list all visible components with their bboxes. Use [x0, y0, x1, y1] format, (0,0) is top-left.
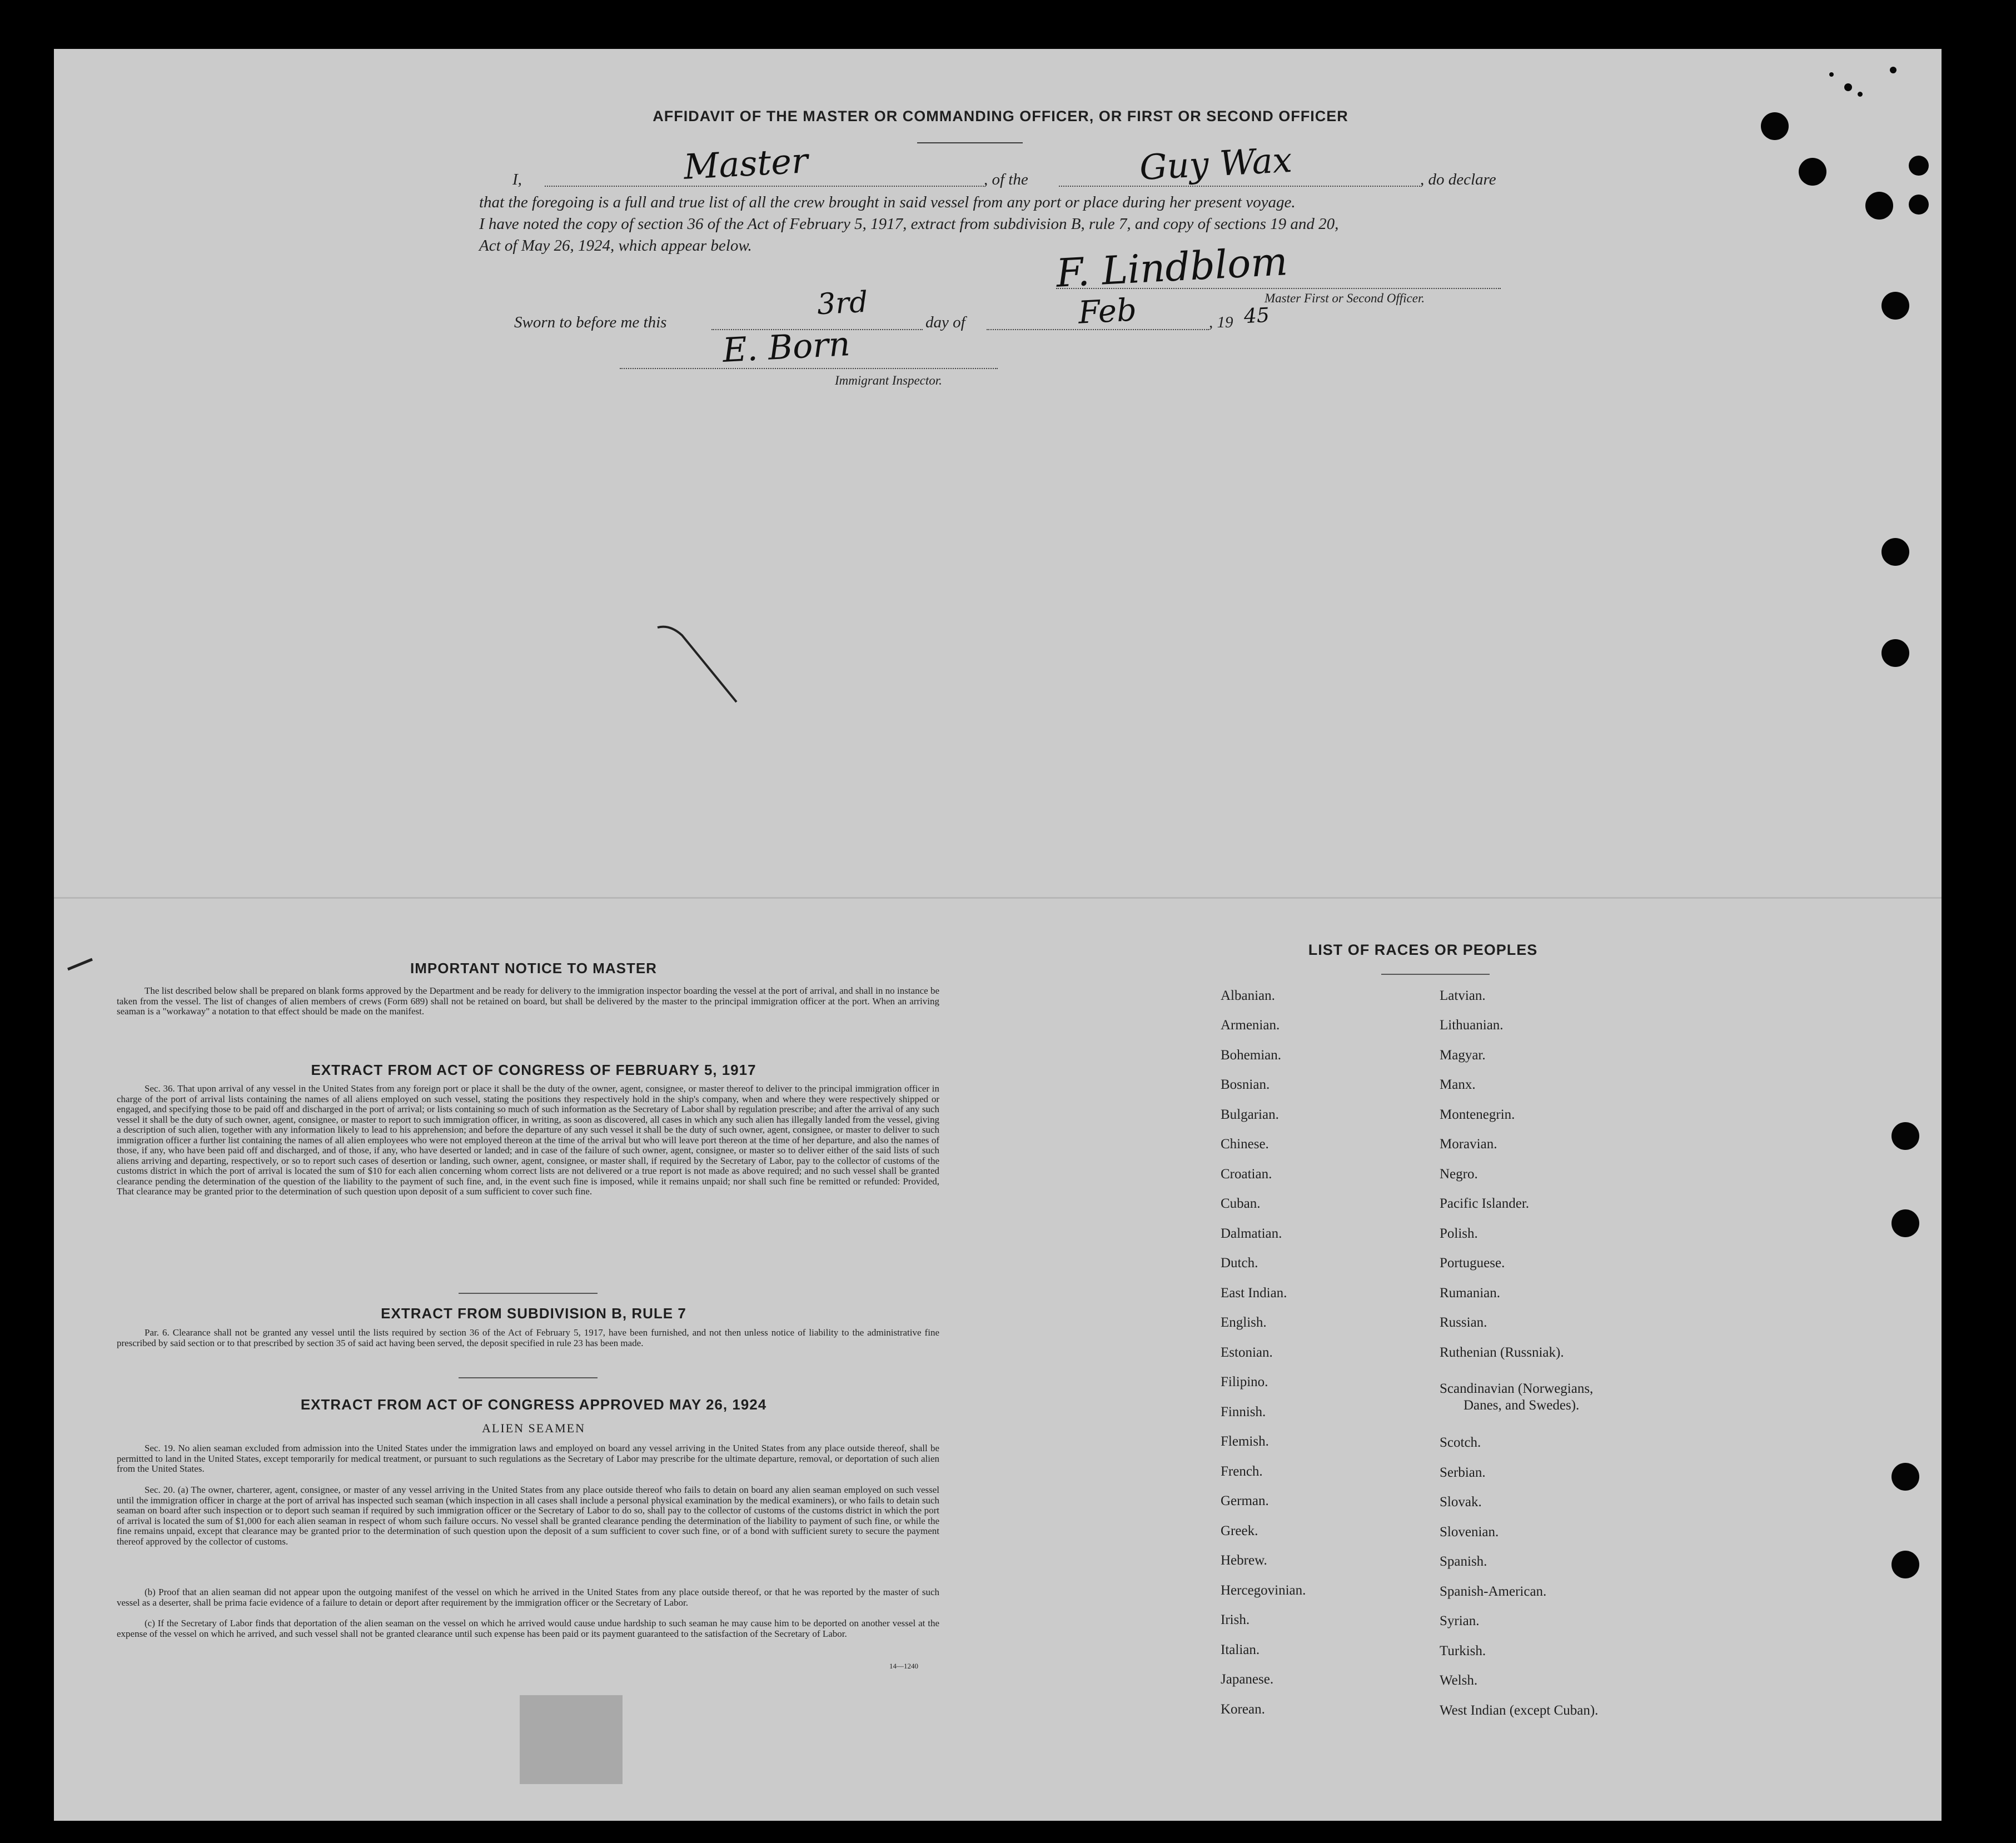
race-item: Armenian.	[1221, 1018, 1280, 1033]
race-item: Welsh.	[1440, 1673, 1478, 1688]
officer-caption: Master First or Second Officer.	[1265, 291, 1425, 305]
alien-seamen-subtitle: ALIEN SEAMEN	[482, 1421, 585, 1435]
race-item: Albanian.	[1221, 988, 1275, 1003]
of-the-label: , of the	[984, 171, 1028, 188]
section-rule	[459, 1293, 598, 1294]
notice-body: The list described below shall be prepared on blank forms approved by the Department and be ready for delivery to the immigration inspector boarding the vessel at the port of arrival, and shall in no instance be taken from the vessel. The list of changes of alien members of crews (Form 689) shall not be retained on board, but shall be delivered by the master to the principal immigration officer at the port. When an arriving seaman is a "workaway" a notation to that effect should be made on the manifest.	[117, 985, 939, 1017]
do-declare-label: , do declare	[1420, 171, 1496, 188]
races-title-rule	[1381, 974, 1490, 975]
year-handwriting: 45	[1243, 303, 1270, 328]
binder-hole-icon	[1881, 538, 1909, 566]
race-item: Scotch.	[1440, 1435, 1481, 1450]
race-item: German.	[1221, 1493, 1269, 1508]
binder-hole-icon	[1799, 158, 1826, 186]
race-item: Turkish.	[1440, 1643, 1486, 1658]
affidavit-line-4: Act of May 26, 1924, which appear below.	[479, 237, 752, 255]
binder-hole-icon	[1891, 1122, 1919, 1150]
race-item: Hebrew.	[1221, 1553, 1267, 1568]
year-prefix: , 19	[1209, 313, 1233, 331]
notice-title: IMPORTANT NOTICE TO MASTER	[410, 960, 657, 977]
race-item: Flemish.	[1221, 1434, 1269, 1449]
tape-stamp	[520, 1695, 623, 1784]
declarant-prefix: I,	[512, 171, 522, 188]
stray-pen-mark	[653, 620, 742, 709]
race-item: Italian.	[1221, 1642, 1260, 1657]
race-item: Spanish-American.	[1440, 1584, 1547, 1599]
race-item: Slovenian.	[1440, 1525, 1499, 1540]
race-item: Finnish.	[1221, 1404, 1266, 1419]
race-item: Bohemian.	[1221, 1048, 1282, 1063]
race-item: Croatian.	[1221, 1167, 1272, 1182]
race-item: Pacific Islander.	[1440, 1196, 1530, 1211]
binder-hole-icon	[1881, 292, 1909, 320]
race-item: Cuban.	[1221, 1196, 1261, 1211]
race-item: English.	[1221, 1315, 1267, 1330]
inspector-caption: Immigrant Inspector.	[835, 373, 942, 387]
race-item: Bulgarian.	[1221, 1107, 1279, 1122]
master-name-handwriting: Master	[683, 140, 809, 187]
races-title: LIST OF RACES OR PEOPLES	[1308, 942, 1538, 958]
race-item: Russian.	[1440, 1315, 1487, 1330]
vessel-name-handwriting: Guy Wax	[1138, 139, 1293, 188]
sec20c-body: (c) If the Secretary of Labor finds that deportation of the alien seaman on the vessel on which he arrived would cause undue hardship to such seaman he may cause him to be deported on another vessel at the expense of the vessel on which he arrived, and such vessel shall not be granted clearance until such expense has been paid or its payment guaranteed to the satisfaction of the Secretary of Labor.	[117, 1618, 939, 1639]
manifest-page	[54, 49, 1942, 1821]
rule7-title: EXTRACT FROM SUBDIVISION B, RULE 7	[381, 1305, 686, 1322]
race-item: Lithuanian.	[1440, 1018, 1504, 1033]
race-item: Dutch.	[1221, 1256, 1258, 1271]
ink-spot	[1858, 92, 1863, 97]
page-fold-line	[54, 897, 1942, 899]
sec19-body: Sec. 19. No alien seaman excluded from admission into the United States under the immigration laws and employed on board any vessel arriving in the United States from any place outside thereof, shall be permitted to land in the United States, except temporarily for medical treatment, or pursuant to such regulations as the Secretary of Labor may prescribe for the ultimate departure, removal, or deportation of such alien from the United States.	[117, 1443, 939, 1474]
ink-spot	[1829, 72, 1834, 77]
form-number: 14—1240	[889, 1662, 918, 1670]
binder-hole-icon	[1891, 1551, 1919, 1578]
ink-spot	[1890, 67, 1896, 73]
rule7-body: Par. 6. Clearance shall not be granted any vessel until the lists required by section 36 of the Act of February 5, 1917, have been furnished, and not then unless notice of liability to the administrative fine prescribed by said section or to that prescribed by section 35 of said act having been served, the deposit specified in rule 23 has been made.	[117, 1327, 939, 1348]
month-handwriting: Feb	[1077, 292, 1138, 331]
race-item: Bosnian.	[1221, 1077, 1270, 1092]
affidavit-title: AFFIDAVIT OF THE MASTER OR COMMANDING OFFICER, OR FIRST OR SECOND OFFICER	[653, 108, 1348, 124]
binder-hole-icon	[1909, 156, 1929, 176]
stray-pen-mark	[66, 956, 99, 973]
race-item: Spanish.	[1440, 1554, 1487, 1569]
race-item: Manx.	[1440, 1077, 1476, 1092]
race-item: Greek.	[1221, 1523, 1258, 1538]
race-item: Irish.	[1221, 1612, 1250, 1627]
race-item: Syrian.	[1440, 1613, 1480, 1628]
race-item: Japanese.	[1221, 1672, 1274, 1687]
race-item: Montenegrin.	[1440, 1107, 1515, 1122]
race-item: Magyar.	[1440, 1048, 1486, 1063]
race-item: Portuguese.	[1440, 1256, 1505, 1271]
race-item: Scandinavian (Norwegians,	[1440, 1381, 1594, 1396]
sec20a-body: Sec. 20. (a) The owner, charterer, agent, consignee, or master of any vessel arriving in the United States from any place outside thereof who fails to detain on board any alien seaman employed on such vessel until the immigration officer in charge at the port of arrival has inspected such seaman (which inspection in all cases shall include a personal physical examination by the medical examiners), or who fails to detain such seaman on board after such inspection or to deport such seaman if required by such immigration officer or the Secretary of Labor to do so, shall pay to the collector of customs of the customs district in which the port of arrival is located the sum of $1,000 for each alien seaman in respect of whom such failure occurs. No vessel shall be granted clearance pending the determination of the liability to payment of such fine, or while the fine remains unpaid, except that clearance may be granted prior to the determination of such question upon the deposit of a sum sufficient to cover such fine, or of a bond with sufficient surety to secure the payment thereof approved by the collector of customs.	[117, 1485, 939, 1547]
vessel-line	[1059, 186, 1420, 187]
extract-1917-title: EXTRACT FROM ACT OF CONGRESS OF FEBRUARY 5, 1917	[311, 1062, 756, 1078]
day-handwriting: 3rd	[816, 285, 869, 322]
binder-hole-icon	[1909, 195, 1929, 215]
race-item: Ruthenian (Russniak).	[1440, 1345, 1564, 1360]
binder-hole-icon	[1761, 112, 1789, 140]
binder-hole-icon	[1891, 1463, 1919, 1491]
race-item: French.	[1221, 1464, 1263, 1479]
race-item: Estonian.	[1221, 1345, 1273, 1360]
race-item: Chinese.	[1221, 1137, 1269, 1152]
race-item: Moravian.	[1440, 1137, 1497, 1152]
title-rule	[917, 142, 1023, 143]
race-item: Latvian.	[1440, 988, 1486, 1003]
inspector-signature-line	[620, 368, 998, 369]
inspector-signature-handwriting: E. Born	[721, 325, 852, 370]
race-item: Filipino.	[1221, 1374, 1268, 1389]
race-item: Polish.	[1440, 1226, 1478, 1241]
race-item: Hercegovinian.	[1221, 1583, 1306, 1598]
race-item: Serbian.	[1440, 1465, 1486, 1480]
race-item: Negro.	[1440, 1167, 1478, 1182]
binder-hole-icon	[1881, 639, 1909, 667]
binder-hole-icon	[1865, 192, 1893, 220]
extract-1924-title: EXTRACT FROM ACT OF CONGRESS APPROVED MAY 26, 1924	[300, 1396, 767, 1413]
affidavit-line-3: I have noted the copy of section 36 of the Act of February 5, 1917, extract from subdivision B, rule 7, and copy of sections 19 and 20,	[479, 215, 1339, 233]
race-item: Korean.	[1221, 1702, 1265, 1717]
race-item: Danes, and Swedes).	[1464, 1398, 1580, 1413]
extract-1917-body: Sec. 36. That upon arrival of any vessel in the United States from any foreign port or place it shall be the duty of the owner, agent, consignee, or master thereof to deliver to the principal immigration officer in charge of the port of arrival lists containing the names of all aliens employed on such vessel, stating the positions they respectively hold in the ship's company, when and where they were respectively shipped or engaged, and specifying those to be paid off and discharged in the port of arrival; or lists containing so much of such information as the Secretary of Labor shall by regulation prescribe; and after the arrival of any such vessel it shall be the duty of such owner, agent, consignee, or master to report to such immigration officer, in writing, as soon as discovered, all cases in which any such alien has illegally landed from the vessel, giving a description of such alien, together with any information likely to lead to his apprehension; and before the departure of any such vessel it shall be the duty of such owner, agent, consignee, or master to deliver to such immigration officer a further list containing the names of all alien employees who were not employed thereon at the time of the arrival but who will leave port thereon at the time of her departure, and also the names of those, if any, who have been paid off and discharged, and of those, if any, who have deserted or landed; and in case of the failure of such owner, agent, consignee, or master so to deliver either of the said lists of such aliens arriving and departing, respectively, or so to report such cases of desertion or landing, such owner, agent, consignee, or master shall, if required by the Secretary of Labor, pay to the collector of customs of the customs district in which the port of arrival is located the sum of $10 for each alien concerning whom correct lists are not delivered or a true report is not made as above required; and no such vessel shall be granted clearance pending the determination of the question of the liability to the payment of such fine, and, in the event such fine is imposed, while it remains unpaid; nor shall such fine be remitted or refunded: Provided, That clearance may be granted prior to the determination of such question upon deposit of a sum sufficient to cover such fine.	[117, 1083, 939, 1197]
section-rule	[459, 1377, 598, 1378]
day-of-label: day of	[925, 313, 965, 331]
race-item: Rumanian.	[1440, 1286, 1501, 1301]
race-item: East Indian.	[1221, 1286, 1287, 1301]
sworn-label: Sworn to before me this	[514, 313, 667, 331]
binder-hole-icon	[1891, 1209, 1919, 1237]
race-item: Slovak.	[1440, 1495, 1482, 1510]
affidavit-line-2: that the foregoing is a full and true list of all the crew brought in said vessel from any port or place during her present voyage.	[479, 193, 1296, 211]
race-item: West Indian (except Cuban).	[1440, 1703, 1599, 1718]
officer-signature-handwriting: F. Lindblom	[1055, 238, 1289, 296]
race-item: Dalmatian.	[1221, 1226, 1282, 1241]
sec20b-body: (b) Proof that an alien seaman did not appear upon the outgoing manifest of the vessel on which he arrived in the United States from any place outside thereof, or that he was reported by the master of such vessel as a deserter, shall be prima facie evidence of a failure to detain or deport after requirement by the immigration officer or the Secretary of Labor.	[117, 1587, 939, 1608]
ink-spot	[1844, 83, 1852, 91]
name-line	[545, 186, 984, 187]
